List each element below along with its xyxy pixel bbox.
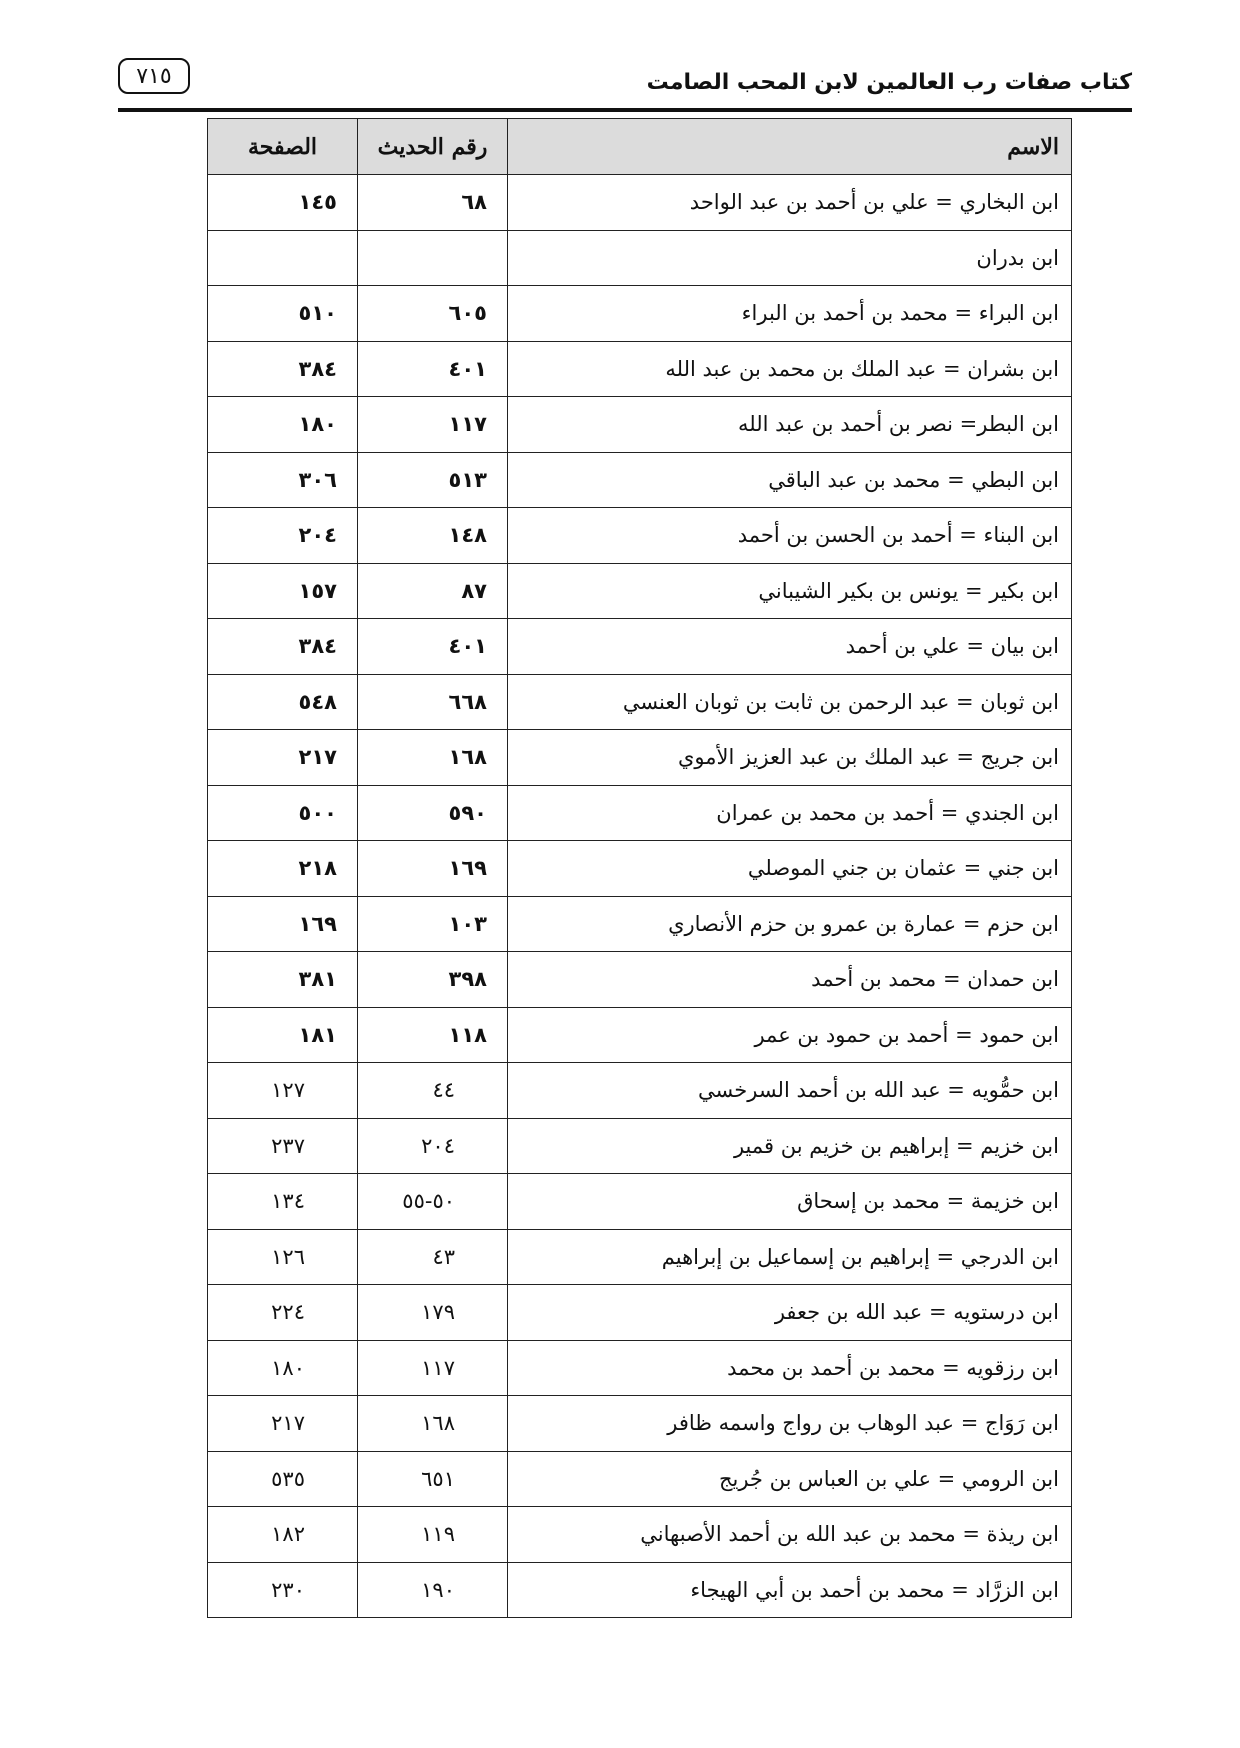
- hadith-number-cell: ٨٧: [358, 563, 508, 619]
- narrator-name-cell: ابن البناء = أحمد بن الحسن بن أحمد: [508, 508, 1072, 564]
- narrator-name-cell: ابن البراء = محمد بن أحمد بن البراء: [508, 286, 1072, 342]
- hadith-number-cell: ٣٩٨: [358, 952, 508, 1008]
- hadith-number-cell: ٦٨: [358, 175, 508, 231]
- table-row: [208, 175, 1072, 231]
- table-row: [208, 1340, 1072, 1396]
- narrator-name-cell: ابن بيان = علي بن أحمد: [508, 619, 1072, 675]
- table-row: [208, 1063, 1072, 1119]
- narrator-name-cell: ابن خزيم = إبراهيم بن خزيم بن قمير: [508, 1118, 1072, 1174]
- hadith-number-cell: ١١٨: [358, 1007, 508, 1063]
- hadith-number-cell: ٢٠٤: [358, 1118, 508, 1174]
- page-number-cell: ١٤٥: [208, 175, 358, 231]
- narrator-name-cell: ابن البطر= نصر بن أحمد بن عبد الله: [508, 397, 1072, 453]
- page-number-cell: ٣٨٤: [208, 619, 358, 675]
- hadith-number-cell: ١٧٩: [358, 1285, 508, 1341]
- hadith-number-cell: [358, 230, 508, 286]
- page-number-cell: ١٢٧: [208, 1063, 358, 1119]
- narrator-name-cell: ابن جني = عثمان بن جني الموصلي: [508, 841, 1072, 897]
- page-number-cell: ١٨٠: [208, 1340, 358, 1396]
- hadith-number-cell: ١٠٣: [358, 896, 508, 952]
- narrator-name-cell: ابن الدرجي = إبراهيم بن إسماعيل بن إبراهيم: [508, 1229, 1072, 1285]
- page-number-cell: ٢٢٤: [208, 1285, 358, 1341]
- narrator-name-cell: ابن ريذة = محمد بن عبد الله بن أحمد الأصبهاني: [508, 1507, 1072, 1563]
- narrator-name-cell: ابن الجندي = أحمد بن محمد بن عمران: [508, 785, 1072, 841]
- table-row: [208, 230, 1072, 286]
- narrator-name-cell: ابن ثوبان = عبد الرحمن بن ثابت بن ثوبان العنسي: [508, 674, 1072, 730]
- page-number-cell: ١٣٤: [208, 1174, 358, 1230]
- page-number-cell: ٣٠٦: [208, 452, 358, 508]
- table-row: [208, 1451, 1072, 1507]
- book-title: كتاب صفات رب العالمين لابن المحب الصامت: [646, 70, 1132, 95]
- page-number-cell: ٣٨١: [208, 952, 358, 1008]
- table-row: [208, 619, 1072, 675]
- hadith-number-cell: ٦٥١: [358, 1451, 508, 1507]
- table-body: [208, 175, 1072, 1618]
- table-row: [208, 896, 1072, 952]
- table-row: [208, 1562, 1072, 1618]
- hadith-number-cell: ٥٠-٥٥: [358, 1174, 508, 1230]
- table-row: [208, 1396, 1072, 1452]
- hadith-number-cell: ١١٧: [358, 397, 508, 453]
- column-header-name: الاسم: [508, 119, 1072, 175]
- table-row: [208, 1507, 1072, 1563]
- table-row: [208, 674, 1072, 730]
- table-row: [208, 563, 1072, 619]
- page-number-cell: ٥٣٥: [208, 1451, 358, 1507]
- hadith-number-cell: ٤٣: [358, 1229, 508, 1285]
- page-number-cell: ١٦٩: [208, 896, 358, 952]
- page-number: ٧١٥: [118, 58, 190, 94]
- narrator-name-cell: ابن بكير = يونس بن بكير الشيباني: [508, 563, 1072, 619]
- narrator-name-cell: ابن خزيمة = محمد بن إسحاق: [508, 1174, 1072, 1230]
- table-row: [208, 397, 1072, 453]
- table-row: [208, 1285, 1072, 1341]
- narrator-name-cell: ابن حمدان = محمد بن أحمد: [508, 952, 1072, 1008]
- narrator-name-cell: ابن درستويه = عبد الله بن جعفر: [508, 1285, 1072, 1341]
- page-number-cell: ٢٣٧: [208, 1118, 358, 1174]
- column-header-page: الصفحة: [208, 119, 358, 175]
- table-row: [208, 1007, 1072, 1063]
- table-row: [208, 341, 1072, 397]
- page-number-cell: ٥٤٨: [208, 674, 358, 730]
- table-row: [208, 1229, 1072, 1285]
- narrator-name-cell: ابن البخاري = علي بن أحمد بن عبد الواحد: [508, 175, 1072, 231]
- narrator-name-cell: ابن حمود = أحمد بن حمود بن عمر: [508, 1007, 1072, 1063]
- narrators-index-table: [207, 118, 1072, 1618]
- table-row: [208, 785, 1072, 841]
- hadith-number-cell: ١٦٨: [358, 1396, 508, 1452]
- narrator-name-cell: ابن بشران = عبد الملك بن محمد بن عبد الله: [508, 341, 1072, 397]
- narrator-name-cell: ابن البطي = محمد بن عبد الباقي: [508, 452, 1072, 508]
- page-number-cell: ١٨١: [208, 1007, 358, 1063]
- hadith-number-cell: ٤٤: [358, 1063, 508, 1119]
- narrator-name-cell: ابن حزم = عمارة بن عمرو بن حزم الأنصاري: [508, 896, 1072, 952]
- narrator-name-cell: ابن الزرَّاد = محمد بن أحمد بن أبي الهيجاء: [508, 1562, 1072, 1618]
- hadith-number-cell: ١٦٩: [358, 841, 508, 897]
- hadith-number-cell: ١٤٨: [358, 508, 508, 564]
- page-number-cell: ٢١٧: [208, 730, 358, 786]
- page-number-cell: ١٨٢: [208, 1507, 358, 1563]
- narrator-name-cell: ابن حمُّويه = عبد الله بن أحمد السرخسي: [508, 1063, 1072, 1119]
- table-row: [208, 452, 1072, 508]
- table-row: [208, 1174, 1072, 1230]
- table-row: [208, 841, 1072, 897]
- page-header: [118, 52, 1132, 112]
- narrator-name-cell: ابن جريج = عبد الملك بن عبد العزيز الأموي: [508, 730, 1072, 786]
- page-number-cell: ٥٠٠: [208, 785, 358, 841]
- narrator-name-cell: ابن بدران: [508, 230, 1072, 286]
- hadith-number-cell: ٥١٣: [358, 452, 508, 508]
- table-header: [208, 119, 1072, 175]
- hadith-number-cell: ٥٩٠: [358, 785, 508, 841]
- hadith-number-cell: ٤٠١: [358, 619, 508, 675]
- column-header-hadith-number: رقم الحديث: [358, 119, 508, 175]
- page-number-cell: ٢١٨: [208, 841, 358, 897]
- table-row: [208, 730, 1072, 786]
- page-number-cell: ١٨٠: [208, 397, 358, 453]
- narrator-name-cell: ابن الرومي = علي بن العباس بن جُريج: [508, 1451, 1072, 1507]
- hadith-number-cell: ١١٩: [358, 1507, 508, 1563]
- table-header-row: [208, 119, 1072, 175]
- hadith-number-cell: ٦٠٥: [358, 286, 508, 342]
- hadith-number-cell: ١٩٠: [358, 1562, 508, 1618]
- page-number-cell: ٢٠٤: [208, 508, 358, 564]
- page-number-cell: ٥١٠: [208, 286, 358, 342]
- table-row: [208, 286, 1072, 342]
- hadith-number-cell: ١١٧: [358, 1340, 508, 1396]
- narrator-name-cell: ابن رزقويه = محمد بن أحمد بن محمد: [508, 1340, 1072, 1396]
- page-number-cell: ٣٨٤: [208, 341, 358, 397]
- table-row: [208, 952, 1072, 1008]
- hadith-number-cell: ١٦٨: [358, 730, 508, 786]
- narrator-name-cell: ابن رَوَاج = عبد الوهاب بن رواج واسمه ظافر: [508, 1396, 1072, 1452]
- page-number-cell: ٢٣٠: [208, 1562, 358, 1618]
- hadith-number-cell: ٦٦٨: [358, 674, 508, 730]
- page-number-cell: ١٢٦: [208, 1229, 358, 1285]
- page-number-cell: [208, 230, 358, 286]
- page-number-cell: ١٥٧: [208, 563, 358, 619]
- page-number-cell: ٢١٧: [208, 1396, 358, 1452]
- hadith-number-cell: ٤٠١: [358, 341, 508, 397]
- table-row: [208, 1118, 1072, 1174]
- table-row: [208, 508, 1072, 564]
